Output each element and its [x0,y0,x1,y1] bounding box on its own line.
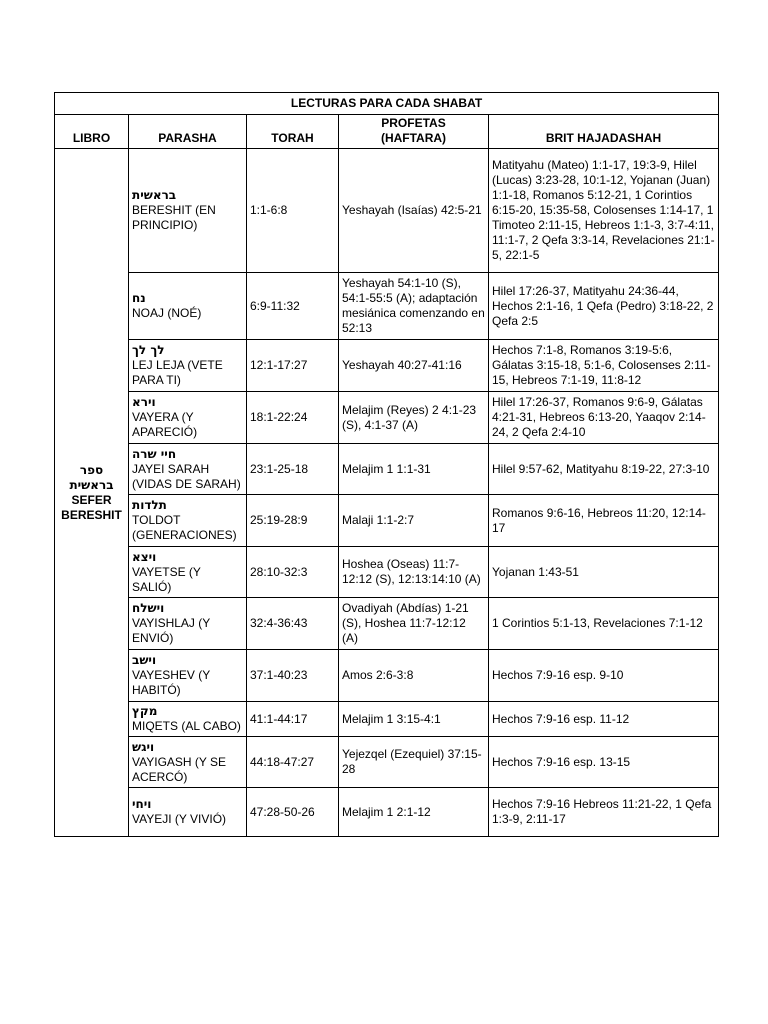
brit-cell: Hechos 7:9-16 Hebreos 11:21-22, 1 Qefa 1:3-9, 2:11-17 [489,788,719,837]
parasha-name: LEJ LEJA (VETE PARA TI) [132,358,223,387]
libro-cell [55,149,129,837]
header-torah: TORAH [247,115,339,149]
table-row [55,547,719,598]
torah-cell: 23:1-25-18 [247,444,339,495]
table-row [55,340,719,392]
parasha-name: VAYIGASH (Y SE ACERCÓ) [132,754,227,784]
haftara-cell: Hoshea (Oseas) 11:7-12:12 (S), 12:13:14:10 (A) [339,547,489,598]
haftara-cell: Malaji 1:1-2:7 [339,495,489,547]
torah-cell: 44:18-47:27 [247,737,339,788]
torah-cell: 25:19-28:9 [247,495,339,547]
libro-hebrew-line1: ספר [79,462,104,477]
brit-cell: Hilel 17:26-37, Matityahu 24:36-44, Hechos 2:1-16, 1 Qefa (Pedro) 3:18-22, 2 Qefa 2:5 [489,273,719,340]
brit-cell: Matityahu (Mateo) 1:1-17, 19:3-9, Hilel (Lucas) 3:23-28, 10:1-12, Yojanan (Juan) 1:1-18, Romanos 5:12-21, 1 Corintios 6:15-20, 15:35-58, Colosenses 1:14-17, 1 Timoteo 2:11-15, Hebreos 1:1-3, 3:7-4:11, 11:1-7, 2 Qefa 3:3-14, Revelaciones 21:1-5, 22:1-5 [489,149,719,273]
haftara-cell: Ovadiyah (Abdías) 1-21 (S), Hoshea 11:7-12:12 (A) [339,598,489,650]
torah-cell: 41:1-44:17 [247,702,339,737]
parasha-hebrew: ויצא [132,549,157,564]
parasha-name: TOLDOT (GENERACIONES) [132,513,237,542]
readings-table [54,92,719,837]
torah-cell: 1:1-6:8 [247,149,339,273]
parasha-hebrew: תלדות [132,498,167,512]
haftara-cell: Yeshayah 54:1-10 (S), 54:1-55:5 (A); adaptación mesiánica comenzando en 52:13 [339,273,489,340]
torah-cell: 28:10-32:3 [247,547,339,598]
haftara-cell: Melajim (Reyes) 2 4:1-23 (S), 4:1-37 (A) [339,392,489,444]
haftara-cell: Amos 2:6-3:8 [339,650,489,702]
table-row [55,149,719,273]
parasha-cell [129,702,247,737]
parasha-name: NOAJ (NOÉ) [132,306,202,320]
parasha-name: VAYESHEV (Y HABITÓ) [132,668,211,697]
parasha-cell [129,598,247,650]
haftara-cell: Yeshayah (Isaías) 42:5-21 [339,149,489,273]
parasha-cell [129,495,247,547]
brit-cell: Hechos 7:9-16 esp. 13-15 [489,737,719,788]
parasha-cell [129,650,247,702]
brit-cell: Hechos 7:1-8, Romanos 3:19-5:6, Gálatas 3:15-18, 5:1-6, Colosenses 2:11-15, Hebreos 7:1-19, 11:8-12 [489,340,719,392]
parasha-cell [129,788,247,837]
brit-cell: 1 Corintios 5:1-13, Revelaciones 7:1-12 [489,598,719,650]
haftara-cell: Yejezqel (Ezequiel) 37:15-28 [339,737,489,788]
parasha-hebrew: נח [132,291,146,305]
torah-cell: 47:28-50-26 [247,788,339,837]
torah-cell: 6:9-11:32 [247,273,339,340]
table-row [55,444,719,495]
parasha-hebrew: וישלח [132,601,165,615]
parasha-hebrew: בראשית [132,188,177,202]
table-row [55,788,719,837]
parasha-hebrew: וישב [132,653,157,667]
parasha-name: MIQETS (AL CABO) [132,719,241,733]
parasha-cell [129,737,247,788]
table-row [55,737,719,788]
header-brit: BRIT HAJADASHAH [489,115,719,149]
table-row [55,598,719,650]
table-title: LECTURAS PARA CADA SHABAT [55,93,719,115]
brit-cell: Hilel 9:57-62, Matityahu 8:19-22, 27:3-10 [489,444,719,495]
torah-cell: 12:1-17:27 [247,340,339,392]
haftara-cell: Melajim 1 2:1-12 [339,788,489,837]
parasha-name: VAYERA (Y APARECIÓ) [132,410,198,439]
parasha-cell [129,547,247,598]
parasha-hebrew: וירא [132,395,156,409]
torah-cell: 18:1-22:24 [247,392,339,444]
libro-hebrew-line2: בראשית [69,477,114,492]
brit-cell: Hilel 17:26-37, Romanos 9:6-9, Gálatas 4:21-31, Hebreos 6:13-20, Yaaqov 2:14-24, 2 Qefa 2:4-10 [489,392,719,444]
header-profetas-line2: (HAFTARA) [380,131,447,145]
haftara-cell: Yeshayah 40:27-41:16 [339,340,489,392]
parasha-cell [129,444,247,495]
title-row [55,93,719,115]
parasha-cell [129,392,247,444]
parasha-name: VAYETSE (Y SALIÓ) [132,564,201,594]
parasha-hebrew: מקץ [132,704,158,718]
haftara-cell: Melajim 1 1:1-31 [339,444,489,495]
brit-cell: Hechos 7:9-16 esp. 11-12 [489,702,719,737]
table-row [55,702,719,737]
haftara-cell: Melajim 1 3:15-4:1 [339,702,489,737]
table-row [55,392,719,444]
brit-cell: Hechos 7:9-16 esp. 9-10 [489,650,719,702]
torah-cell: 32:4-36:43 [247,598,339,650]
parasha-cell [129,273,247,340]
brit-cell: Romanos 9:6-16, Hebreos 11:20, 12:14-17 [489,495,719,547]
torah-cell: 37:1-40:23 [247,650,339,702]
header-row [55,115,719,149]
brit-cell: Yojanan 1:43-51 [489,547,719,598]
header-profetas-line1: PROFETAS [381,116,446,130]
header-profetas [339,115,489,149]
parasha-hebrew: חיי שרה [132,446,177,461]
parasha-name: BERESHIT (EN PRINCIPIO) [132,203,216,232]
parasha-name: JAYEI SARAH (VIDAS DE SARAH) [132,461,241,491]
libro-name-line1: SEFER [71,492,112,507]
table-row [55,273,719,340]
header-parasha: PARASHA [129,115,247,149]
table-row [55,650,719,702]
libro-name-line2: BERESHIT [61,507,122,522]
header-libro: LIBRO [55,115,129,149]
parasha-name: VAYEJI (Y VIVIÓ) [132,812,227,826]
parasha-hebrew: לך לך [132,343,165,357]
parasha-name: VAYISHLAJ (Y ENVIÓ) [132,616,211,645]
table-row [55,495,719,547]
parasha-hebrew: ויגש [132,739,155,754]
parasha-hebrew: ויחי [132,797,152,811]
parasha-cell [129,149,247,273]
parasha-cell [129,340,247,392]
